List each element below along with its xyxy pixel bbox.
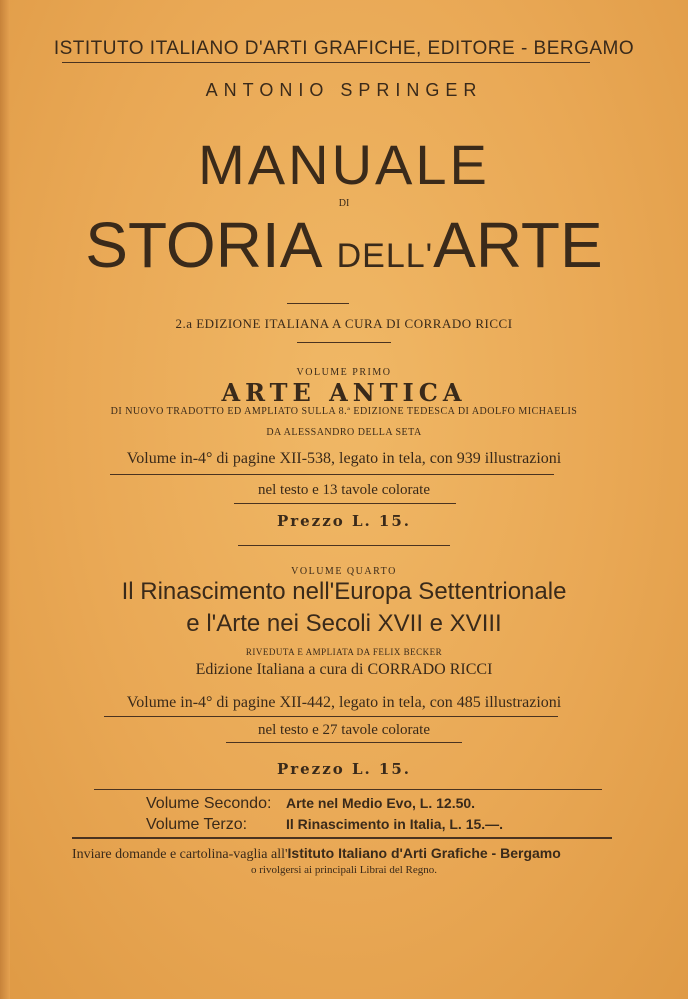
volume1-spec-rule <box>110 474 554 475</box>
volume4-title-line2: e l'Arte nei Secoli XVII e XVIII <box>186 610 502 637</box>
other-volume-value: Arte nel Medio Evo, L. 12.50. <box>286 795 476 811</box>
volume1-spec-line1: Volume in-4° di pagine XII-538, legato in tela, con 939 illustrazioni <box>126 450 562 467</box>
title-manuale: MANUALE <box>198 133 490 196</box>
volume1-spec-rule2 <box>234 503 456 504</box>
title-storia-word: STORIA <box>85 209 319 281</box>
volume4-label: VOLUME QUARTO <box>291 566 397 577</box>
title-arte-word: ARTE <box>433 209 603 281</box>
title-storia-dell-arte <box>0 208 688 282</box>
volume4-spec-rule <box>104 716 558 717</box>
edition-rule <box>287 303 349 304</box>
publisher-rule <box>62 62 590 63</box>
other-volume-label: Volume Secondo: <box>146 795 272 812</box>
edition-line: 2.a EDIZIONE ITALIANA A CURA DI CORRADO RICCI <box>175 316 513 331</box>
reseller-line: o rivolgersi ai principali Librai del Regno. <box>250 864 438 876</box>
inquiries-institute: Istituto Italiano d'Arti Grafiche - Bergamo <box>287 845 561 861</box>
other-volumes-rule-top <box>94 789 602 790</box>
other-volumes-rule-bottom <box>72 837 612 839</box>
volume1-label: VOLUME PRIMO <box>296 367 392 378</box>
other-volume-label: Volume Terzo: <box>146 816 248 833</box>
volume1-title: ARTE ANTICA <box>221 378 467 407</box>
inquiries-line <box>72 845 561 863</box>
volume4-spec-rule2 <box>226 742 462 743</box>
edition-rule-bottom <box>297 342 391 343</box>
volume4-spec-line2: nel testo e 27 tavole colorate <box>257 722 431 738</box>
volume1-credit-line2: DA ALESSANDRO DELLA SETA <box>266 427 422 438</box>
volume1-price: Prezzo L. 15. <box>276 512 412 530</box>
volume1-spec-line2: nel testo e 13 tavole colorate <box>257 482 431 498</box>
other-volume-row <box>146 793 503 814</box>
volume4-edition: Edizione Italiana a cura di CORRADO RICCI <box>195 661 493 678</box>
other-volumes-list <box>146 793 503 835</box>
title-di: DI <box>338 198 350 209</box>
publisher-line: ISTITUTO ITALIANO D'ARTI GRAFICHE, EDITORE - BERGAMO <box>53 38 635 59</box>
volume4-title-line1: Il Rinascimento nell'Europa Settentrionale <box>121 578 567 605</box>
volume1-credit-line1: DI NUOVO TRADOTTO ED AMPLIATO SULLA 8.ª EDIZIONE TEDESCA DI ADOLFO MICHAELIS <box>110 406 578 417</box>
section-divider <box>238 545 450 546</box>
volume4-credit: RIVEDUTA E AMPLIATA DA FELIX BECKER <box>245 647 443 657</box>
title-dell-word: DELL' <box>336 237 434 275</box>
other-volume-row <box>146 814 503 835</box>
volume4-spec-line1: Volume in-4° di pagine XII-442, legato in tela, con 485 illustrazioni <box>126 694 562 711</box>
author-name: ANTONIO SPRINGER <box>205 80 483 100</box>
other-volume-value: Il Rinascimento in Italia, L. 15.—. <box>286 816 504 832</box>
inquiries-prefix: Inviare domande e cartolina-vaglia all' <box>72 847 288 862</box>
volume4-price: Prezzo L. 15. <box>276 760 412 778</box>
